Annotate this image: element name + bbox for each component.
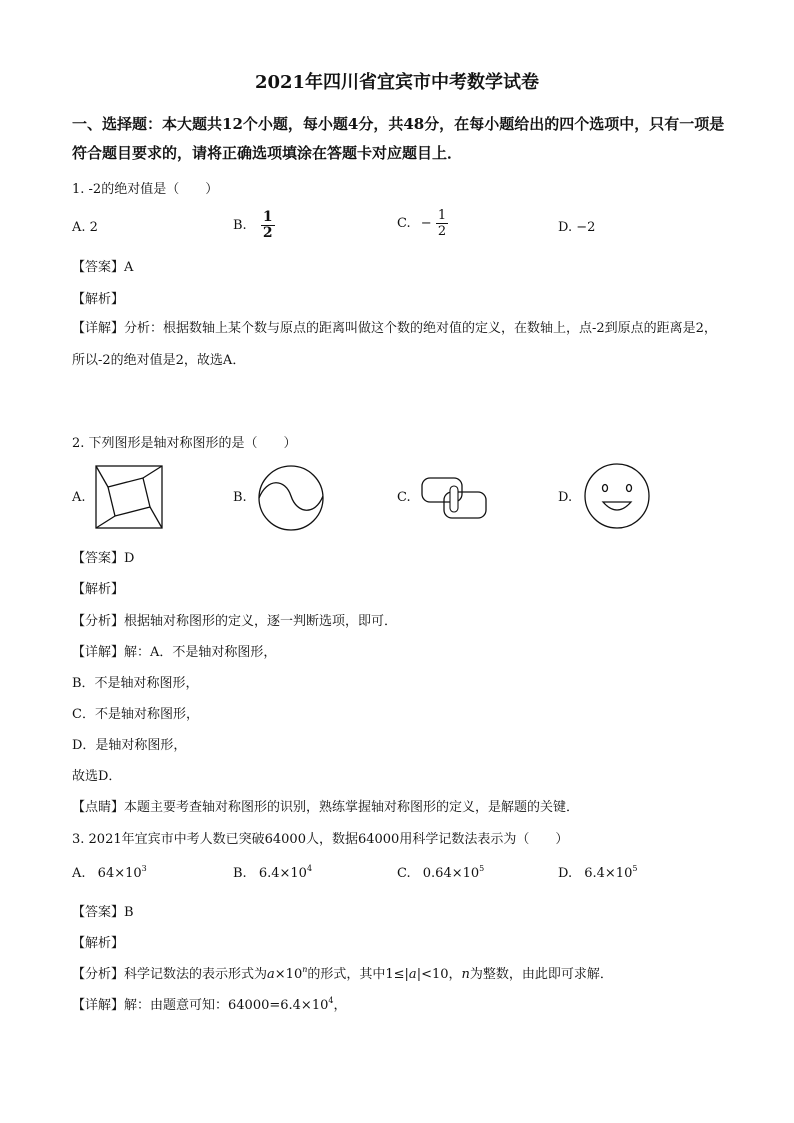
q1-option-b-denominator: 2	[262, 225, 273, 241]
page-title: 2021年四川省宜宾市中考数学试卷	[254, 72, 540, 93]
q3-fenxi-var-a: a	[267, 967, 275, 982]
q2-detail-line-5: 故选D．	[72, 769, 122, 784]
q3-option-d-base: 6.4×10	[584, 866, 633, 881]
q2-dianjing: 【点睛】本题主要考查轴对称图形的识别，熟练掌握轴对称图形的定义，是解题的关键．	[72, 800, 580, 815]
q3-option-b-exponent: 4	[306, 864, 313, 873]
q1-option-c-label: C.	[397, 216, 411, 231]
q1-option-a: A. 2	[72, 220, 98, 235]
q3-option-c-exponent: 5	[479, 864, 485, 873]
q2-analysis-label: 【解析】	[72, 582, 125, 597]
q2-figure-c-chain-links	[420, 474, 490, 522]
q3-option-b	[233, 864, 312, 881]
q3-option-b-base: 6.4×10	[258, 866, 307, 881]
q3-stem: 3. 2021年宜宾市中考人数已突破64000人，数据64000用科学记数法表示为（ ）	[72, 832, 569, 847]
q3-option-d	[558, 864, 637, 881]
q2-figure-a-pinwheel-square	[95, 465, 163, 529]
q3-option-c-label: C.	[397, 866, 411, 881]
q3-fenxi-pre: 【分析】科学记数法的表示形式为	[72, 967, 268, 982]
q2-detail-line-4: D．是轴对称图形，	[72, 738, 187, 753]
q2-detail-line-3: C．不是轴对称图形，	[72, 707, 199, 722]
section-heading: 一、选择题：本大题共12个小题，每小题4分，共48分，在每小题给出的四个选项中，只有一项是符合题目要求的，请将正确选项填涂在答题卡对应题目上．	[72, 115, 725, 162]
q3-fenxi-mid: 的形式，其中1≤|	[307, 967, 409, 982]
q2-detail-line-2: B．不是轴对称图形，	[72, 676, 199, 691]
q3-fenxi-post: 为整数，由此即可求解．	[469, 967, 613, 982]
q1-detail: 【详解】分析：根据数轴上某个数与原点的距离叫做这个数的绝对值的定义，在数轴上，点-2到原点的距离是2，所以-2的绝对值是2，故选A．	[72, 321, 717, 368]
q1-option-b	[233, 210, 275, 241]
q1-option-c-sign: −	[420, 216, 432, 231]
q3-detail-exponent: 4	[328, 996, 334, 1005]
q2-figure-b-yinyang-circle	[257, 464, 325, 532]
q2-figure-d-smiley-face	[583, 462, 651, 530]
q3-fenxi-var-n: n	[461, 967, 470, 982]
q3-option-a	[72, 864, 147, 881]
q3-answer: 【答案】B	[72, 905, 134, 920]
q3-detail	[72, 994, 346, 1013]
q3-fenxi-var-a-abs: a	[408, 967, 417, 982]
q1-option-c	[397, 208, 448, 239]
q3-detail-pre: 【详解】解：由题意可知：64000=6.4×10	[72, 998, 329, 1013]
q3-option-a-exponent: 3	[141, 864, 147, 873]
q2-stem: 2. 下列图形是轴对称图形的是（ ）	[72, 436, 297, 451]
q3-option-d-exponent: 5	[632, 864, 638, 873]
q1-answer: 【答案】A	[72, 260, 134, 275]
q2-option-c-label: C.	[397, 490, 411, 505]
q1-option-d: D. −2	[558, 220, 596, 235]
q1-stem: 1. -2的绝对值是（ ）	[72, 182, 219, 197]
q2-option-a-label: A.	[72, 490, 86, 505]
q1-option-b-fraction	[261, 210, 275, 241]
q3-option-a-label: A.	[72, 866, 86, 881]
q2-fenxi: 【分析】根据轴对称图形的定义，逐一判断选项，即可．	[72, 614, 398, 629]
q3-option-c	[397, 864, 484, 881]
q2-detail-line-1: 【详解】解：A．不是轴对称图形，	[72, 645, 277, 660]
q3-fenxi-exp-n: n	[302, 965, 308, 974]
q3-analysis-label: 【解析】	[72, 936, 125, 951]
q1-option-b-numerator: 1	[262, 209, 273, 225]
q3-option-d-label: D.	[558, 866, 573, 881]
q2-option-d-label: D.	[558, 490, 573, 505]
q3-option-c-base: 0.64×10	[422, 866, 480, 881]
q2-option-b-label: B.	[233, 490, 247, 505]
q3-fenxi	[72, 963, 613, 982]
q3-fenxi-times-ten: ×10	[274, 967, 303, 982]
q3-option-b-label: B.	[233, 866, 247, 881]
q3-detail-post: ，	[333, 998, 347, 1013]
q1-analysis-label: 【解析】	[72, 292, 125, 307]
q1-option-c-fraction	[436, 208, 448, 239]
q2-answer: 【答案】D	[72, 551, 135, 566]
q3-fenxi-less-than: |<10，	[416, 967, 462, 982]
q1-option-c-numerator: 1	[437, 208, 447, 223]
q1-option-c-denominator: 2	[437, 224, 447, 239]
q3-option-a-base: 64×10	[97, 866, 142, 881]
q1-option-b-label: B.	[233, 218, 247, 233]
